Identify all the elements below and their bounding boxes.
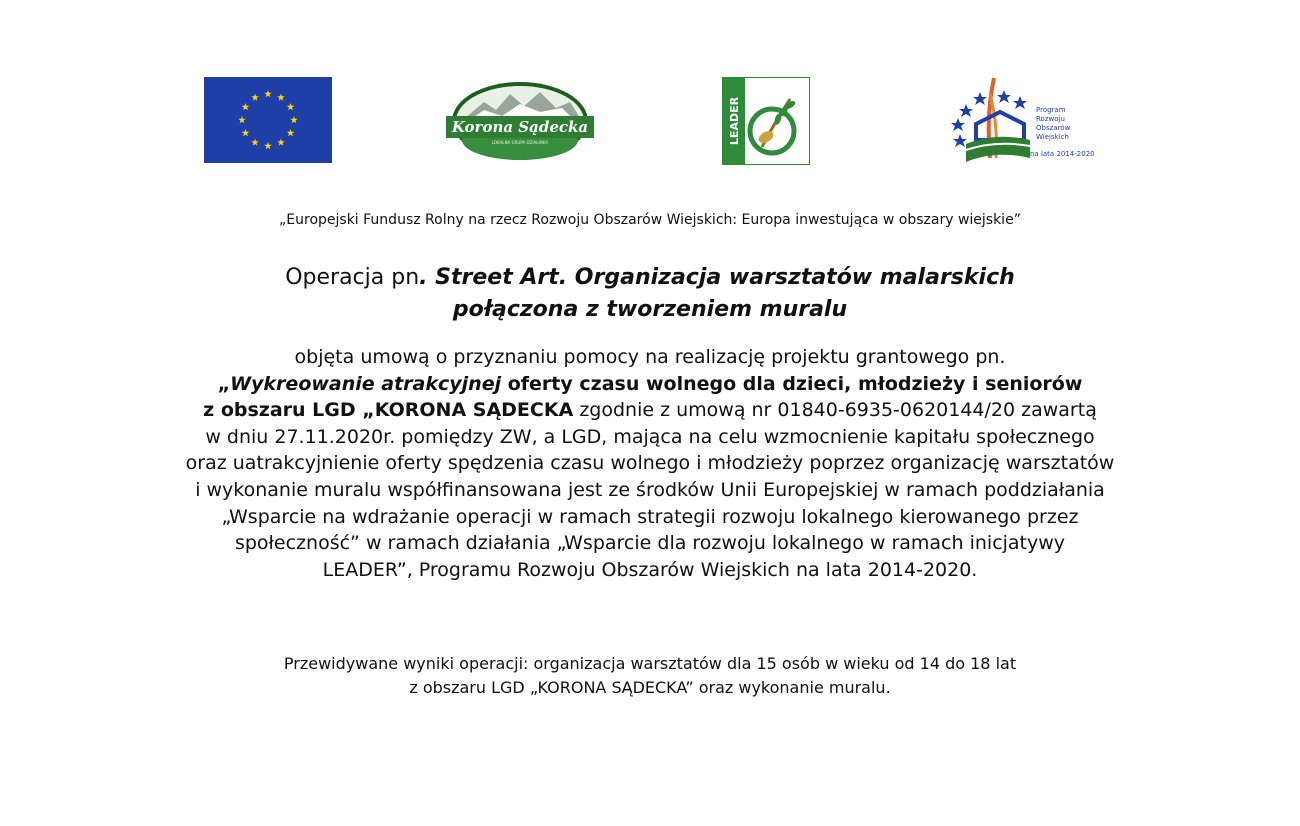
eu-stars-icon bbox=[204, 77, 332, 163]
operation-prefix-pn: pn bbox=[391, 265, 420, 290]
operation-name-line1: . Street Art. Organizacja warsztatów malarskich bbox=[419, 265, 1015, 290]
description-line3-rest: zgodnie z umową nr 01840-6935-0620144/20 zawartą bbox=[573, 399, 1097, 422]
description-line2-quote: „ bbox=[217, 372, 231, 395]
prow-logo-line2: Rozwoju bbox=[1036, 115, 1065, 123]
korona-logo-subtext: LOKALNA GRUPA DZIAŁANIA bbox=[491, 140, 549, 145]
description-line3 bbox=[0, 397, 1300, 424]
prow-logo-line3: Obszarów bbox=[1036, 124, 1071, 132]
prow-logo-line4: Wiejskich bbox=[1036, 133, 1069, 141]
logo-bar bbox=[0, 0, 1300, 180]
description-line4: w dniu 27.11.2020r. pomiędzy ZW, a LGD, mająca na celu wzmocnienie kapitału społecznego bbox=[205, 425, 1095, 448]
korona-sadecka-logo bbox=[444, 80, 596, 162]
description-line2 bbox=[0, 371, 1300, 398]
leader-logo-text: LEADER bbox=[728, 96, 741, 146]
description-line9: LEADER”, Programu Rozwoju Obszarów Wiejskich na lata 2014-2020. bbox=[322, 558, 978, 581]
description-line3-bold: z obszaru LGD „KORONA SĄDECKA bbox=[203, 399, 574, 422]
operation-title bbox=[0, 262, 1300, 326]
results-line1: Przewidywane wyniki operacji: organizacja warsztatów dla 15 osób w wieku od 14 do 18 lat bbox=[283, 654, 1017, 673]
description-line2-italic: Wykreowanie atrakcyjnej bbox=[230, 372, 502, 395]
description-line2-bold: oferty czasu wolnego dla dzieci, młodzieży i seniorów bbox=[501, 372, 1083, 395]
description-line1: objęta umową o przyznaniu pomocy na realizację projektu grantowego pn. bbox=[294, 346, 1006, 368]
operation-prefix: Operacja bbox=[285, 265, 392, 290]
description-line8: społeczność” w ramach działania „Wsparcie dla rozwoju lokalnego w ramach inicjatywy bbox=[234, 532, 1066, 555]
operation-title-line1 bbox=[0, 262, 1300, 294]
description-line7: „Wsparcie na wdrażanie operacji w ramach strategii rozwoju lokalnego kierowanego przez bbox=[221, 505, 1079, 528]
results-line2: z obszaru LGD „KORONA SĄDECKA” oraz wykonanie muralu. bbox=[409, 678, 891, 697]
eu-flag-logo bbox=[204, 77, 332, 163]
korona-logo-text: Korona Sądecka bbox=[451, 118, 589, 136]
prow-logo bbox=[946, 74, 1106, 166]
prow-logo-line5: na lata 2014-2020 bbox=[1030, 150, 1095, 158]
leader-logo bbox=[722, 77, 810, 165]
expected-results bbox=[0, 652, 1300, 700]
fund-motto: „Europejski Fundusz Rolny na rzecz Rozwoju Obszarów Wiejskich: Europa inwestująca w obszary wiejskie” bbox=[279, 212, 1021, 228]
description-line5: oraz uatrakcyjnienie oferty spędzenia czasu wolnego i młodzieży poprzez organizację warsztatów bbox=[185, 452, 1115, 475]
operation-name-line2: połączona z tworzeniem muralu bbox=[452, 297, 848, 322]
operation-description bbox=[0, 344, 1300, 583]
description-line6: i wykonanie muralu współfinansowana jest ze środków Unii Europejskiej w ramach poddziałania bbox=[195, 478, 1105, 501]
prow-logo-line1: Program bbox=[1036, 106, 1066, 114]
